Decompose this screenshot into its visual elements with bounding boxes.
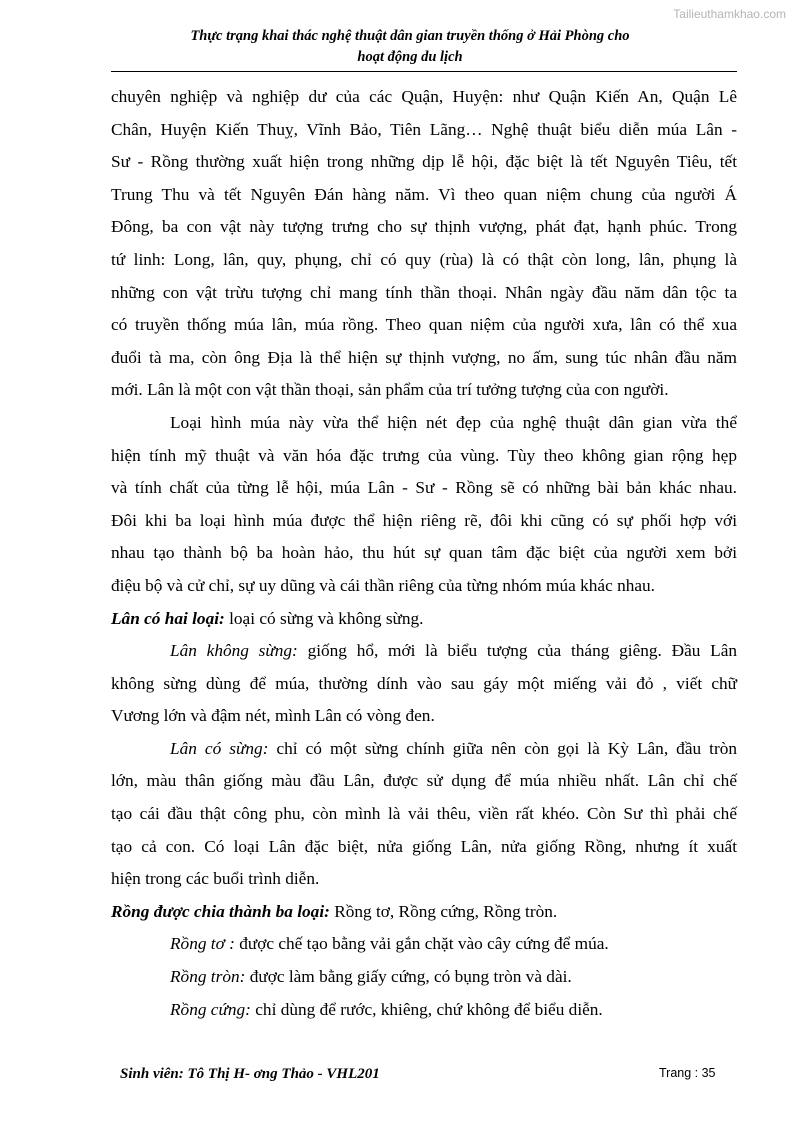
- rong-heading: [111, 896, 737, 929]
- header-line-2: hoạt động du lịch: [357, 49, 463, 65]
- text-line: Sư - Rồng thường xuất hiện trong những dịp lễ hội, đặc biệt là tết Nguyên Tiêu, tết: [111, 152, 737, 172]
- text-line: tạo cả con. Có loại Lân đặc biệt, nửa giống Lân, nửa giống Rồng, nhưng ít xuất: [111, 836, 737, 856]
- list-item: [111, 961, 737, 994]
- text-line: Loại hình múa này vừa thể hiện nét đẹp của nghệ thuật dân gian vừa thể: [170, 412, 737, 432]
- header-divider: [111, 71, 737, 72]
- lan-khong-sung-term: Lân không sừng:: [170, 641, 298, 661]
- running-header: [110, 26, 710, 68]
- rong-list: [111, 928, 737, 1026]
- rong-item-term: Rồng cứng:: [170, 999, 251, 1019]
- rong-item-text: chỉ dùng để rước, khiêng, chứ không để biểu diễn.: [250, 999, 603, 1019]
- text-line: đuổi tà ma, còn ông Địa là thể hiện sự thịnh vượng, no ấm, sung túc nhân đầu năm: [111, 347, 737, 367]
- rong-item-term: Rồng tròn:: [170, 967, 246, 987]
- rong-item-text: được chế tạo bằng vải gắn chặt vào cây cứng để múa.: [234, 934, 609, 954]
- text-line: những con vật trừu tượng chỉ mang tính thần thoại. Nhân ngày đầu năm dân tộc ta: [111, 282, 737, 302]
- rong-heading-text: Rồng tơ, Rồng cứng, Rồng tròn.: [329, 901, 558, 921]
- text-line: hiện tính mỹ thuật và văn hóa đặc trưng của vùng. Tùy theo không gian rộng hẹp: [111, 445, 737, 465]
- text-line: Đôi khi ba loại hình múa được thể hiện riêng rẽ, đôi khi cũng có sự phối hợp với: [111, 510, 737, 530]
- list-item: [111, 928, 737, 961]
- text-line: và tính chất của từng lễ hội, múa Lân - Sư - Rồng sẽ có những bài bản khác nhau.: [111, 478, 737, 498]
- text-line: Vương lớn và đậm nét, mình Lân có vòng đen.: [111, 706, 435, 726]
- text-line: [111, 635, 737, 668]
- lan-co-sung-paragraph: [111, 733, 737, 896]
- lan-heading-label: Lân có hai loại:: [111, 608, 225, 628]
- lan-heading-text: loại có sừng và không sừng.: [224, 608, 424, 628]
- page-number: Trang : 35: [659, 1066, 716, 1080]
- text-line: có truyền thống múa lân, múa rồng. Theo quan niệm của người xưa, lân có thể xua: [111, 315, 737, 335]
- lan-co-sung-text: chỉ có một sừng chính giữa nên còn gọi là Kỳ Lân, đầu tròn: [268, 738, 737, 758]
- lan-co-sung-term: Lân có sừng:: [170, 738, 269, 758]
- list-item: [111, 994, 737, 1027]
- text-line: lớn, màu thân giống màu đầu Lân, được sử dụng để múa nhiều nhất. Lân chỉ chế: [111, 771, 737, 791]
- text-line: Chân, Huyện Kiến Thuỵ, Vĩnh Bảo, Tiên Lãng… Nghệ thuật biểu diễn múa Lân -: [111, 119, 737, 139]
- text-line: tạo cái đầu thật công phu, còn mình là vải thêu, viền rất khéo. Còn Sư thì phải chế: [111, 804, 737, 824]
- rong-heading-label: Rồng được chia thành ba loại:: [111, 901, 330, 921]
- text-line: nhau tạo thành bộ ba hoàn hảo, thu hút sự quan tâm đặc biệt của người xem bởi: [111, 543, 737, 563]
- lan-khong-sung-paragraph: [111, 635, 737, 733]
- text-line: điệu bộ và cử chỉ, sự uy dũng và cái thần riêng của từng nhóm múa khác nhau.: [111, 575, 655, 595]
- document-body: [111, 81, 737, 1026]
- text-line: tứ linh: Long, lân, quy, phụng, chỉ có quy (rùa) là có thật còn long, lân, phụng là: [111, 249, 737, 269]
- text-line: Đông, ba con vật này tượng trưng cho sự thịnh vượng, phát đạt, hạnh phúc. Trong: [111, 217, 737, 237]
- paragraph-2: [111, 407, 737, 603]
- text-line: [111, 733, 737, 766]
- text-line: Trung Thu và tết Nguyên Đán hàng năm. Vì theo quan niệm chung của người Á: [111, 184, 737, 204]
- watermark: Tailieuthamkhao.com: [673, 7, 786, 21]
- header-line-1: Thực trạng khai thác nghệ thuật dân gian truyền thống ở Hải Phòng cho: [190, 28, 630, 44]
- lan-khong-sung-text: giống hổ, mới là biểu tượng của tháng giêng. Đầu Lân: [297, 641, 738, 661]
- rong-item-text: được làm bằng giấy cứng, có bụng tròn và dài.: [245, 967, 572, 987]
- lan-heading: [111, 603, 737, 636]
- footer-student: Sinh viên: Tô Thị H- ơng Thảo - VHL201: [120, 1066, 380, 1082]
- paragraph-1: [111, 81, 737, 407]
- text-line: không sừng dùng để múa, thường dính vào sau gáy một miếng vải đỏ , viết chữ: [111, 673, 737, 693]
- rong-item-term: Rồng tơ :: [170, 934, 235, 954]
- text-line: chuyên nghiệp và nghiệp dư của các Quận, Huyện: như Quận Kiến An, Quận Lê: [111, 87, 737, 106]
- text-line: hiện trong các buổi trình diễn.: [111, 869, 320, 889]
- text-line: mới. Lân là một con vật thần thoại, sản phẩm của trí tưởng tượng của con người.: [111, 380, 669, 400]
